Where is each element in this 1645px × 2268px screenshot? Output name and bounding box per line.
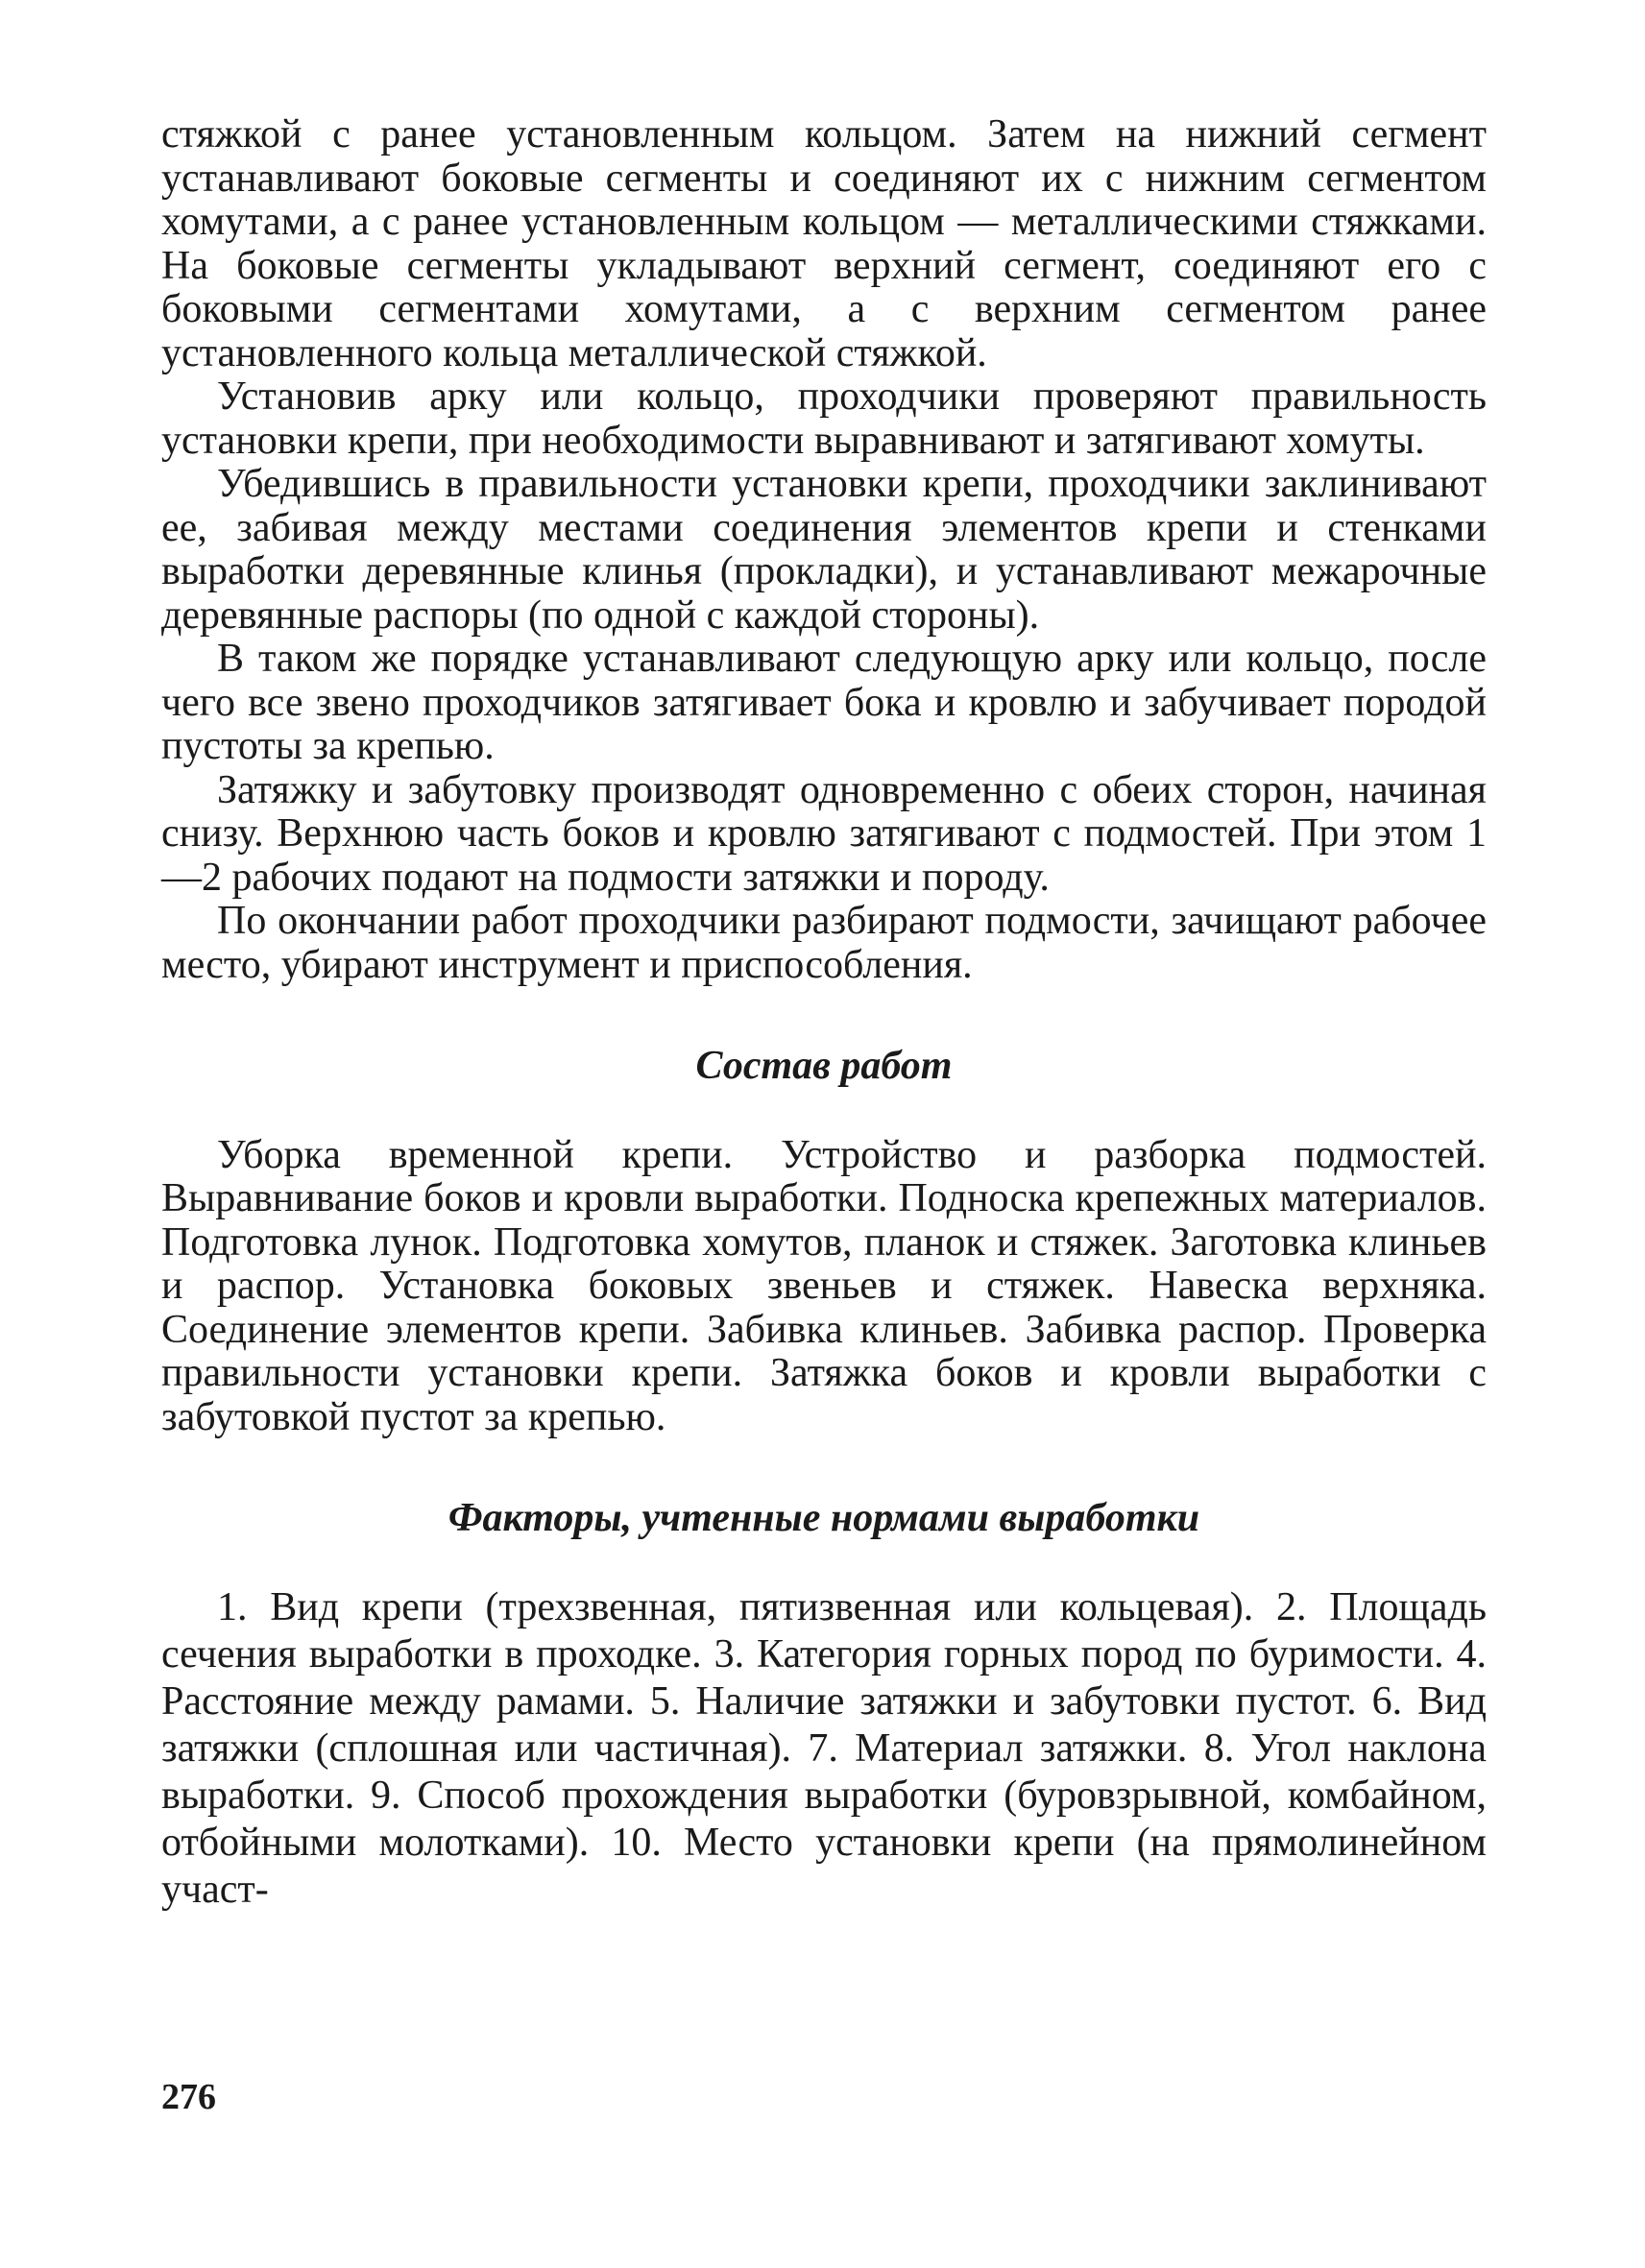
paragraph-lagging: Затяжку и забутовку производят одновременно с обеих сторон, начиная снизу. Верхнюю часть боков и кровлю затягивают с подмостей. При этом 1—2 рабочих подают на подмости затяжки и породу. <box>161 767 1487 900</box>
paragraph-finish: По окончании работ проходчики разбирают подмости, зачищают рабочее место, убирают инструмент и приспособления. <box>161 899 1487 987</box>
paragraph-continuation: стяжкой с ранее установленным кольцом. Затем на нижний сегмент устанавливают боковые сегменты и соединяют их с нижним сегментом хомутами, а с ранее установленным кольцом — металлическими стяжками. На боковые сегменты укладывают верхний сегмент, соединяют его с боковыми сегментами хомутами, а с верхним сегментом ранее установленного кольца металлической стяжкой. <box>161 112 1487 375</box>
page-body <box>161 113 1487 1914</box>
faktory-text <box>161 1584 1487 1914</box>
section-heading-faktory: Факторы, учтенные нормами выработки <box>448 1496 1200 1540</box>
page-number: 276 <box>161 2077 216 2117</box>
paragraph-sostav: Уборка временной крепи. Устройство и разборка подмостей. Выравнивание боков и кровли выработки. Подноска крепежных материалов. Подготовка лунок. Подготовка хомутов, планок и стяжек. Заготовка клиньев и распор. Установка боковых звеньев и стяжек. Навеска верхняка. Соединение элементов крепи. Забивка клиньев. Забивка распор. Проверка правильности установки крепи. Затяжка боков и кровли выработки с забутовкой пустот за крепью. <box>161 1132 1487 1439</box>
paragraph-checking: Установив арку или кольцо, проходчики проверяют правильность установки крепи, при необходимости выравнивают и затягивают хомуты. <box>161 374 1487 463</box>
paragraph-next-arch: В таком же порядке устанавливают следующую арку или кольцо, после чего все звено проходчиков затягивает бока и кровлю и забучивает породой пустоты за крепью. <box>161 637 1487 768</box>
paragraph-wedging: Убедившись в правильности установки крепи, проходчики заклинивают ее, забивая между местами соединения элементов крепи и стенками выработки деревянные клинья (прокладки), и устанавливают межарочные деревянные распоры (по одной с каждой стороны). <box>161 462 1487 638</box>
section-heading-sostav: Состав работ <box>695 1044 953 1088</box>
intro-text <box>161 113 1487 987</box>
paragraph-faktory: 1. Вид крепи (трехзвенная, пятизвенная или кольцевая). 2. Площадь сечения выработки в проходке. 3. Категория горных пород по буримости. 4. Расстояние между рамами. 5. Наличие затяжки и забутовки пустот. 6. Вид затяжки (сплошная или частичная). 7. Материал затяжки. 8. Угол наклона выработки. 9. Способ прохождения выработки (буровзрывной, комбайном, отбойными молотками). 10. Место установки крепи (на прямолинейном участ- <box>161 1584 1487 1912</box>
sostav-text <box>161 1134 1487 1440</box>
